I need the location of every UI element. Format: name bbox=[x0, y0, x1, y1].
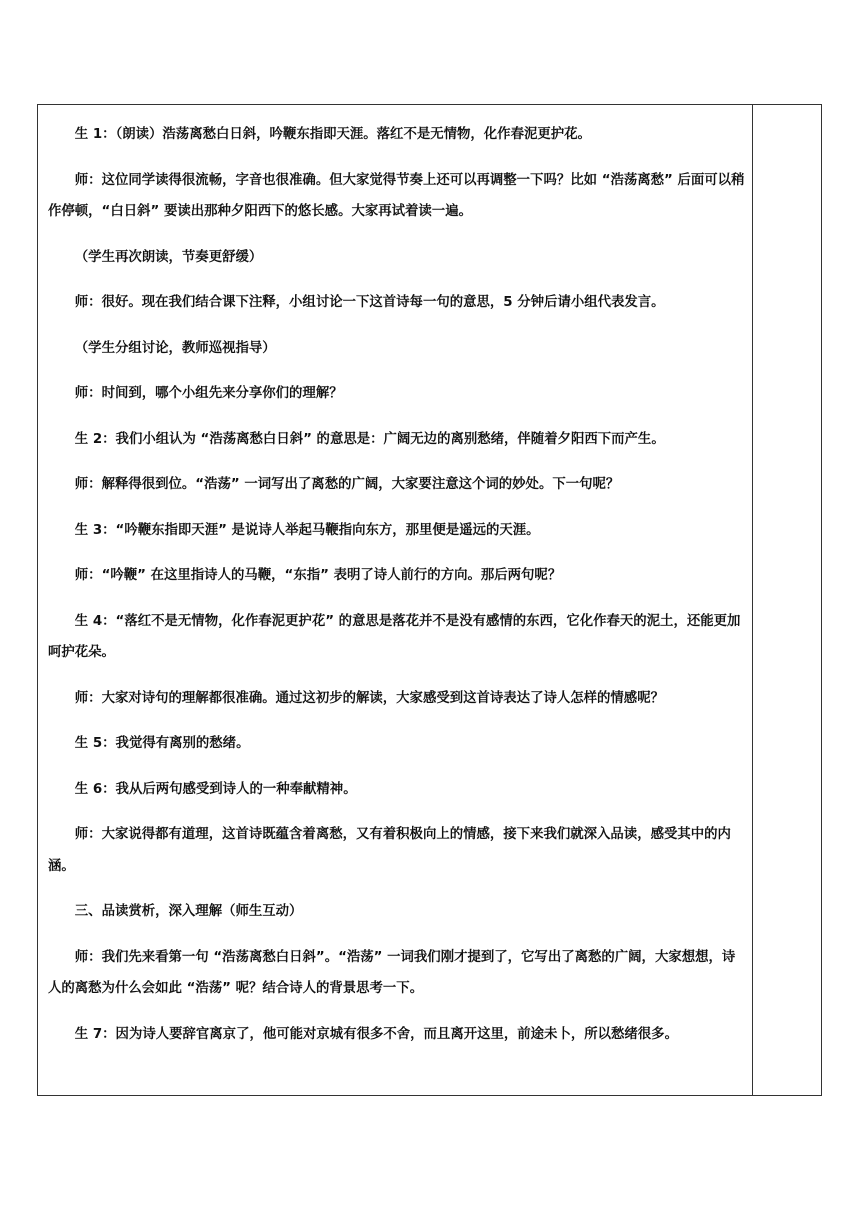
paragraph-student-4: 生 4：“落红不是无情物，化作春泥更护花” 的意思是落花并不是没有感情的东西，它化作春天的泥土，还能更加呵护花朵。 bbox=[48, 613, 741, 660]
paragraph-teacher-yinbian: 师：“吟鞭” 在这里指诗人的马鞭，“东指” 表明了诗人前行的方向。那后两句呢？ bbox=[74, 568, 562, 583]
paragraph-teacher-summary: 师：大家说得都有道理，这首诗既蕴含着离愁，又有着积极向上的情感，接下来我们就深入品读，感受其中的内涵。 bbox=[48, 827, 731, 874]
paragraph-student-1-reading: 生 1：（朗读）浩荡离愁白日斜，吟鞭东指即天涯。落红不是无情物，化作春泥更护花。 bbox=[74, 127, 591, 142]
content-cell bbox=[38, 105, 752, 1095]
paragraph-student-6: 生 6：我从后两句感受到诗人的一种奉献精神。 bbox=[74, 781, 357, 797]
paragraph-teacher-group-discussion: 师：很好。现在我们结合课下注释，小组讨论一下这首诗每一句的意思，5 分钟后请小组代表发言。 bbox=[74, 295, 665, 310]
paragraph-student-5: 生 5：我觉得有离别的愁绪。 bbox=[74, 736, 250, 751]
section-heading-3: 三、品读赏析，深入理解（师生互动） bbox=[74, 904, 303, 919]
paragraph-stage-direction-discussion: （学生分组讨论，教师巡视指导） bbox=[74, 340, 276, 356]
paragraph-stage-direction-reread: （学生再次朗读，节奏更舒缓） bbox=[74, 249, 263, 265]
notes-column bbox=[753, 105, 821, 1095]
document-table bbox=[37, 104, 822, 1096]
paragraph-teacher-haodang: 师：解释得很到位。“浩荡” 一词写出了离愁的广阔，大家要注意这个词的妙处。下一句呢？ bbox=[74, 477, 620, 492]
paragraph-teacher-emotion-question: 师：大家对诗句的理解都很准确。通过这初步的解读，大家感受到这首诗表达了诗人怎样的情感呢？ bbox=[74, 690, 664, 706]
paragraph-teacher-rhythm: 师：这位同学读得很流畅，字音也很准确。但大家觉得节奏上还可以再调整一下吗？比如 “浩荡离愁” 后面可以稍作停顿，“白日斜” 要读出那种夕阳西下的悠长感。大家再试着读一遍。 bbox=[48, 172, 745, 219]
paragraph-student-3: 生 3：“吟鞭东指即天涯” 是说诗人举起马鞭指向东方，那里便是遥远的天涯。 bbox=[74, 522, 540, 538]
paragraph-teacher-first-line: 师：我们先来看第一句 “浩荡离愁白日斜”。“浩荡” 一词我们刚才提到了，它写出了离愁的广阔，大家想想，诗人的离愁为什么会如此 “浩荡” 呢？结合诗人的背景思考一下。 bbox=[48, 949, 736, 996]
paragraph-teacher-time-up: 师：时间到，哪个小组先来分享你们的理解？ bbox=[74, 386, 343, 401]
paragraph-student-7: 生 7：因为诗人要辞官离京了，他可能对京城有很多不舍，而且离开这里，前途未卜，所以愁绪很多。 bbox=[74, 1026, 678, 1042]
paragraph-student-2: 生 2：我们小组认为 “浩荡离愁白日斜” 的意思是：广阔无边的离别愁绪，伴随着夕阳西下而产生。 bbox=[74, 431, 665, 447]
